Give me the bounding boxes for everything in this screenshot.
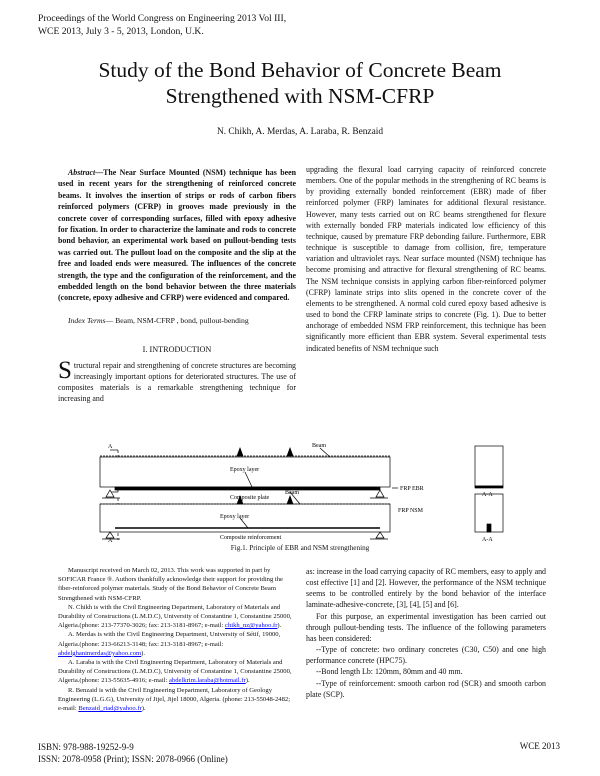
abstract [58,167,296,304]
fig-label-aa-top: A-A [482,492,493,498]
fig-label-composite-reinf: Composite reinforcement [220,535,282,541]
footnote-author-3 [58,658,296,686]
fig-label-beam-top: Beam [312,443,326,449]
index-terms-lead: Index Terms [68,316,106,325]
rb-paragraph-4: --Bond length Lb: 120mm, 80mm and 40 mm. [316,667,463,677]
footnote-author-4-end: ). [141,705,146,713]
email-link-merdas[interactable]: abdelghanimerdas@yahoo.com [58,649,142,657]
authors: N. Chikh, A. Merdas, A. Laraba, R. Benzaid [216,127,384,137]
fig-label-epoxy-bottom: Epoxy layer [220,514,250,520]
fig-label-a-mid: A [108,538,113,542]
footnote-author-1-text: N. Chikh is with the Civil Engineering Department, Laboratory of Materials and Durability of Constructions (L.M.D.C), University of Constantine 1, Constantine 25000, Algeria.(phone: 213-77370-3026; fax: 213-3181-8967; e-mail: [58,603,292,630]
rb-paragraph-3: --Type of concrete: two ordinary concretes (C30, C50) and one high performance concrete (HPC75). [306,645,546,666]
footnote-author-1-end: ). [277,622,282,630]
footer-issn: ISSN: 2078-0958 (Print); ISSN: 2078-0966 (Online) [38,754,228,764]
footer-conference: WCE 2013 [519,741,560,751]
email-link-laraba[interactable]: abdelkrim.laraba@hotmail.fr [168,677,246,685]
footnote [58,566,296,713]
nsm-diagram [100,492,503,540]
footnote-author-4-text: R. Benzaid is with the Civil Engineering Department, Laboratory of Geology Engineering (L.G.G), University of Jijel, Jijel 18000, Algeria. (phone: 213-55048-2482; e-mail: [58,686,291,713]
footnote-author-2-text: A. Merdas is with the Civil Engineering Department, University of Sétif, 19000, Algeria.(phone: 213-66213-3148; fax: 213-3181-8967; e-mail: [58,631,281,648]
abstract-text: —The Near Surface Mounted (NSM) technique has been used in recent years for the strengthening of reinforced concrete beams. It involves the insertion of strips or rods of carbon fibers reinforced polymers (CFRP) in grooves made previously in the concrete cover of corresponding surfaces, filled with epoxy adhesive for fixation. In order to characterize the laminate and rods to concrete bond behavior, an experimental work based on pullout-bending tests was carried out. The pullout load on the composite and the slip at the free and loaded ends were measured. The influences of the concrete strength, the type and the configuration of the reinforcement, and the embedded length on the bond behavior between the three materials (concrete, epoxy adhesive and CFRP) were evidenced and compared. [58,168,296,303]
right-column-top-text: upgrading the flexural load carrying capacity of reinforced concrete members. One of the popular methods in the strengthening of RC beams is by providing externally bonded reinforcement (EBR) made of fiber reinforced polymer (FRP) laminates for additional flexural resistance. However, many tests carried out on RC beams strengthened for flexure with externally bonded FRP materials indicated low efficiency of this technique, caused by premature FRP debonding failure. Furthermore, EBR technique is susceptible to damage from collision, fire, temperature variation and ultraviolet rays. Near surface mounted (NSM) technique has become promising and attractive for flexural strengthening of RC beams. The NSM technique consists in applying carbon fiber-reinforced polymer (CFRP) laminate strips into slits opened in the concrete cover of the elements to be strengthened. A normal cold cured epoxy based adhesive is used to bond the CFRP laminate strips to concrete (Fig. 1). Due to better anchorage of embedded NSM FRP reinforcement, this technique has been significantly more efficient than EBR system. Several experimental tests indicated benefits of NSM technique such [306,165,546,353]
footnote-manuscript: Manuscript received on March 02, 2013. This work was supported in part by SOFICAR France ®. Authors thankfully acknowledge their support for providing the fiber-reinforced polymer materials. Study of the Bond Behavior of Concrete Beam Strengthened with NSM-CFRP. [58,567,283,602]
footnote-author-2 [58,630,296,658]
intro-paragraph [58,357,296,405]
email-link-benzaid[interactable]: Benzaid_riad@yahoo.fr [78,705,142,713]
fig-label-composite-plate: Composite plate [230,495,270,501]
drop-cap: S [58,357,72,384]
email-link-chikh[interactable]: chikh_nz@yahoo.fr [225,622,278,630]
title-line-2: Strengthened with NSM-CFRP [165,84,435,108]
index-terms-text: — Beam, NSM-CFRP , bond, pullout-bending [105,316,249,325]
intro-text: tructural repair and strengthening of concrete structures are becoming increasingly important options for deteriorated structures. The use of composites materials is a remarkable strengthening technique for increasing and [58,361,296,404]
fig-label-aa-bottom: A-A [482,537,493,542]
page-footer [38,741,228,765]
fig-label-frp-nsm: FRP NSM [398,508,423,514]
rb-paragraph-1: as: increase in the load carrying capacity of RC members, easy to apply and cost effective [1] and [2]. However, the performance of the NSM technique seems to be controlled entirely by the bond behavior of the interface laminate-adhesive-concrete, [3], [4], [5] and [6]. [306,567,546,610]
abstract-lead: Abstract [68,168,96,177]
title-line-1: Study of the Bond Behavior of Concrete Beam [98,58,502,82]
rb-paragraph-5: --Type of reinforcement: smooth carbon rod (SCR) and smooth carbon plate (SCP). [306,678,546,699]
section-heading: I. INTRODUCTION [142,345,212,354]
figure-caption: Fig.1. Principle of EBR and NSM strengthening [230,544,370,552]
fig-label-beam-bottom: Beam [285,490,299,496]
fig-label-epoxy-top: Epoxy layer [230,467,260,473]
footnote-author-3-text: A. Laraba is with the Civil Engineering Department, Laboratory of Materials and Durability of Constructions (L.M.D.C), University of Constantine 1, Constantine 25000, Algeria.(phone: 213-55635-4916; e-mail: [58,659,292,685]
footnote-author-3-end: ). [245,677,250,685]
index-terms [58,315,296,326]
rb-paragraph-2: For this purpose, an experimental investigation has been carried out through pullout-bending tests. The influence of the following parameters has been considered: [306,611,546,643]
header-line-2: WCE 2013, July 3 - 5, 2013, London, U.K. [38,25,204,37]
footer-isbn: ISBN: 978-988-19252-9-9 [38,742,134,752]
footnote-author-2-end: ). [141,649,146,657]
header-line-1: Proceedings of the World Congress on Engineering 2013 Vol III, [38,13,287,24]
paper-title [60,57,540,109]
fig-label-a-top: A [108,444,113,450]
running-header [38,13,286,38]
fig-label-frp-ebr: FRP EBR [400,486,424,492]
footnote-author-1 [58,603,296,631]
footnote-author-4 [58,686,296,714]
right-column-bottom-text [306,566,546,700]
ebr-diagram [100,446,503,498]
figure-1 [80,442,550,542]
